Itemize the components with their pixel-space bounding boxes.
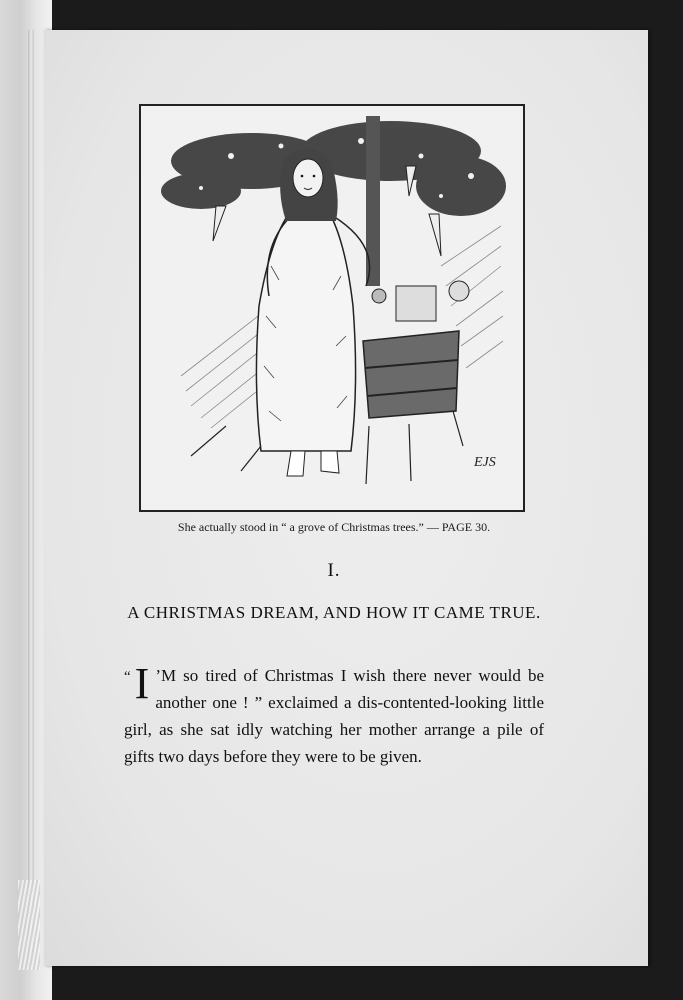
paragraph-text: ’M so tired of Christmas I wish there never would be another one ! ” exclaimed a dis-contented-looking little girl, as she sat idly watching her mother arrange a pile of gifts two days before they were to be given. [124,666,544,766]
opening-quote: “ [124,669,131,685]
binding-thread [18,880,40,970]
illustration-caption: She actually stood in “ a grove of Christmas trees.” — PAGE 30. [177,520,491,534]
spine-edge [28,30,34,970]
christmas-illustration [141,106,523,510]
body-paragraph [124,659,544,770]
book-page [44,30,648,966]
chapter-number: I. [327,560,341,581]
chapter-title: A CHRISTMAS DREAM, AND HOW IT CAME TRUE. [127,603,541,622]
illustration-monogram: EJS [474,455,496,470]
illustration-frame [139,104,525,512]
drop-cap: I [134,659,150,708]
